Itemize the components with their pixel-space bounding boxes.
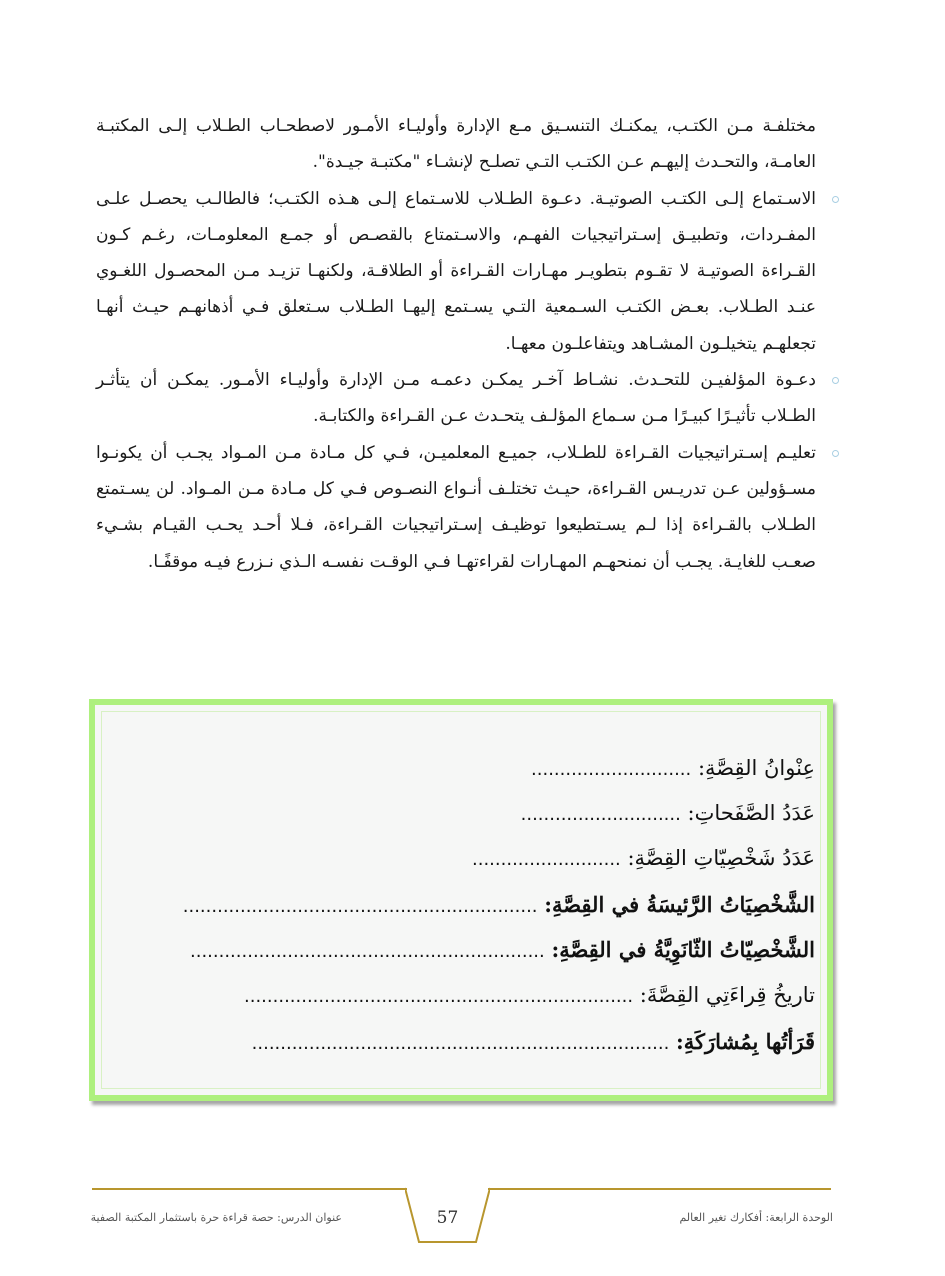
form-blank[interactable]: ..............................................................	[190, 941, 545, 962]
form-row-page-count[interactable]	[521, 801, 815, 825]
form-blank[interactable]: ............................	[531, 759, 692, 780]
form-label: عَدَدُ شَخْصِيّاتِ القِصَّةِ:	[627, 846, 815, 870]
form-label: عَدَدُ الصَّفَحاتِ:	[687, 801, 815, 825]
form-label: عِنْوانُ القِصَّةِ:	[697, 756, 815, 780]
form-blank[interactable]: .........................................................................	[251, 1033, 670, 1054]
form-row-character-count[interactable]	[472, 846, 815, 870]
footer-lesson-title: عنوان الدرس: حصة قراءة حرة باستثمار المكتبة الصفية	[90, 1211, 342, 1224]
bullet-circle-icon	[832, 196, 839, 203]
form-label: الشَّخْصِيّاتُ الثّانَوِيَّةُ في القِصَّةِ:	[551, 937, 815, 962]
form-blank[interactable]: ..........................	[472, 849, 621, 870]
footer-rule-right	[488, 1188, 831, 1190]
form-blank[interactable]: ..............................................................	[182, 896, 538, 917]
form-row-reading-date[interactable]	[244, 983, 815, 1007]
bullet-item	[96, 362, 816, 435]
bullet-text: دعـوة المؤلفيـن للتحـدث. نشـاط آخـر يمكـن دعمـه مـن الإدارة وأوليـاء الأمـور. يمكـن أن يتأثـر الطـلاب تأثيـرًا كبيـرًا مـن سـماع المؤلـف يتحـدث عـن القـراءة والكتابـة.	[96, 370, 816, 427]
bullet-circle-icon	[832, 450, 839, 457]
body-text	[96, 108, 816, 580]
bullet-circle-icon	[832, 377, 839, 384]
form-label: تاريخُ قِراءَتِي القِصَّةَ:	[639, 983, 815, 1007]
form-row-story-title[interactable]	[531, 756, 815, 780]
form-label: الشَّخْصِيَاتُ الرَّئيسَةُ في القِصَّةِ:	[544, 892, 815, 917]
form-blank[interactable]: ............................	[520, 804, 681, 825]
form-label: قَرَأتُها بِمُشارَكَةِ:	[676, 1029, 815, 1054]
form-row-secondary-characters[interactable]	[190, 937, 815, 962]
page-number: 57	[436, 1208, 459, 1228]
bullet-text: الاسـتماع إلـى الكتـب الصوتيـة. دعـوة الطـلاب للاسـتماع إلـى هـذه الكتـب؛ فالطالـب يحصـل علـى المفـردات، وتطبيـق إسـتراتيجيات الفهـم، والاسـتمتاع بالقصـص أو جمـع المعلومـات، رغـم كـون القـراءة الصوتيـة لا تقـوم بتطويـر مهـارات القـراءة أو الطلاقـة، ولكنهـا تزيـد مـن المحصـول اللغـوي عنـد الطـلاب. بعـض الكتـب السـمعية التـي يسـتمع إليهـا الطـلاب سـتعلق فـي أذهانهـم حيـث أنهـا تجعلهـم يتخيلـون المشـاهد ويتفاعلـون معهـا.	[96, 188, 816, 354]
form-row-read-with[interactable]	[252, 1029, 815, 1054]
footer-rule-left	[92, 1188, 407, 1190]
bullet-item	[96, 435, 816, 580]
bullet-item	[96, 181, 816, 362]
story-worksheet-box	[89, 699, 833, 1101]
intro-paragraph: مختلفـة مـن الكتـب، يمكنـك التنسـيق مـع الإدارة وأوليـاء الأمـور لاصطحـاب الطـلاب إلـى المكتبـة العامـة، والتحـدث إليهـم عـن الكتـب التـي تصلـح لإنشـاء "مكتبـة جيـدة".	[96, 116, 816, 173]
footer-unit-title: الوحدة الرابعة: أفكارك تغير العالم	[679, 1211, 833, 1224]
form-blank[interactable]: ....................................................................	[244, 986, 634, 1007]
form-row-main-characters[interactable]	[183, 892, 815, 917]
bullet-text: تعليـم إسـتراتيجيات القـراءة للطـلاب، جميـع المعلميـن، فـي كل مـادة مـن المـواد يجـب أن يكونـوا مسـؤولين عـن تدريـس القـراءة، حيـث تختلـف أنـواع النصـوص فـي كل مـادة مـن المـواد. لن يسـتمتع الطـلاب بالقـراءة إذا لـم يسـتطيعوا توظيـف إسـتراتيجيات القـراءة، فـلا أحـد يحـب القيـام بشـيء صعـب للغايـة. يجـب أن نمنحهـم المهـارات لقراءتهـا فـي الوقـت نفسـه الـذي نـزرع فيـه موقفًـا.	[96, 442, 816, 572]
